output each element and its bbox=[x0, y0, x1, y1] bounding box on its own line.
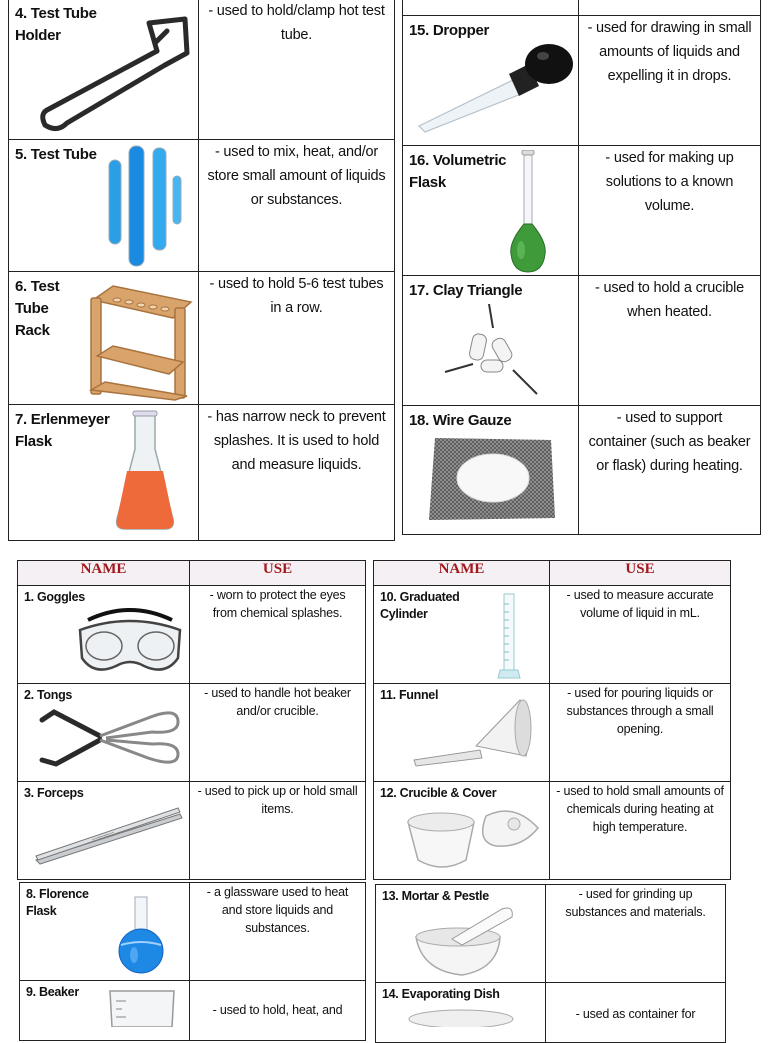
item-name: 8. Florence Flask bbox=[26, 887, 89, 918]
item-use: - worn to protect the eyes from chemical splashes. bbox=[209, 588, 346, 620]
name-cell bbox=[403, 146, 579, 276]
name-cell bbox=[9, 0, 199, 140]
beaker-icon bbox=[106, 987, 178, 1027]
funnel-icon bbox=[410, 696, 534, 776]
bottom-right-table bbox=[373, 560, 731, 880]
item-name: 1. Goggles bbox=[24, 590, 85, 604]
use-cell bbox=[550, 684, 731, 782]
name-header: NAME bbox=[374, 561, 550, 586]
use-cell bbox=[199, 405, 395, 541]
item-name: 12. Crucible & Cover bbox=[380, 786, 497, 800]
name-cell bbox=[20, 883, 190, 981]
name-header: NAME bbox=[18, 561, 190, 586]
item-use: - used for drawing in small amounts of liquids and expelling it in drops. bbox=[587, 20, 752, 84]
name-cell bbox=[18, 782, 190, 880]
item-name: 14. Evaporating Dish bbox=[382, 987, 500, 1001]
top-right-table bbox=[402, 0, 761, 535]
item-use: - used to handle hot beaker and/or crucible. bbox=[204, 686, 351, 718]
item-name: 18. Wire Gauze bbox=[409, 412, 512, 429]
volumetric-flask-icon bbox=[507, 150, 551, 274]
use-cell bbox=[190, 586, 366, 684]
item-use: - used to hold a crucible when heated. bbox=[595, 280, 744, 320]
name-cell bbox=[9, 272, 199, 405]
name-cell bbox=[18, 586, 190, 684]
use-cell bbox=[546, 983, 726, 1043]
wire-gauze-icon bbox=[425, 434, 559, 524]
item-name: 5. Test Tube bbox=[15, 146, 97, 163]
clay-triangle-icon bbox=[441, 298, 541, 398]
item-use: - a glassware used to heat and store liquids and substances. bbox=[206, 885, 349, 935]
item-use: - has narrow neck to prevent splashes. It is used to hold and measure liquids. bbox=[207, 409, 386, 473]
name-cell bbox=[20, 981, 190, 1041]
item-name: 13. Mortar & Pestle bbox=[382, 889, 489, 903]
item-name: 17. Clay Triangle bbox=[409, 282, 523, 299]
bottom-left-table-2 bbox=[19, 882, 366, 1041]
top-left-table bbox=[8, 0, 395, 541]
item-name: 2. Tongs bbox=[24, 688, 73, 702]
item-name: 9. Beaker bbox=[26, 985, 79, 999]
item-use: - used to mix, heat, and/or store small amount of liquids or substances. bbox=[207, 144, 386, 208]
use-cell bbox=[190, 883, 366, 981]
mortar-pestle-icon bbox=[412, 903, 516, 979]
name-cell bbox=[374, 782, 550, 880]
use-cell bbox=[579, 146, 761, 276]
crucible-icon bbox=[404, 802, 544, 876]
item-use: - used to hold/clamp hot test tube. bbox=[208, 3, 385, 43]
dropper-icon bbox=[413, 34, 575, 134]
use-cell bbox=[199, 140, 395, 272]
item-use: - used to hold 5-6 test tubes in a row. bbox=[209, 276, 384, 316]
use-cell bbox=[190, 684, 366, 782]
item-use: - used to pick up or hold small items. bbox=[197, 784, 358, 816]
item-name: 3. Forceps bbox=[24, 786, 84, 800]
forceps-icon bbox=[32, 806, 184, 866]
use-cell bbox=[550, 586, 731, 684]
name-cell bbox=[403, 406, 579, 535]
use-cell bbox=[579, 276, 761, 406]
item-use: - used for grinding up substances and materials. bbox=[565, 887, 706, 919]
use-cell bbox=[199, 0, 395, 140]
name-cell bbox=[403, 276, 579, 406]
item-name: 6. Test Tube Rack bbox=[15, 278, 60, 339]
use-cell bbox=[190, 981, 366, 1041]
florence-flask-icon bbox=[116, 895, 166, 977]
goggles-icon bbox=[74, 600, 186, 680]
test-tube-holder-icon bbox=[37, 13, 197, 135]
use-cell bbox=[550, 782, 731, 880]
item-name: 7. Erlenmeyer Flask bbox=[15, 411, 110, 450]
name-cell bbox=[9, 405, 199, 541]
item-use: - used as container for bbox=[575, 1007, 696, 1021]
item-name: 4. Test Tube Holder bbox=[15, 5, 97, 44]
item-use: - used to hold small amounts of chemicals during heating at high temperature. bbox=[556, 784, 724, 834]
item-use: - used to support container (such as beaker or flask) during heating. bbox=[588, 410, 751, 474]
name-cell bbox=[374, 684, 550, 782]
item-name: 10. Graduated Cylinder bbox=[380, 590, 460, 621]
bottom-left-table bbox=[17, 560, 366, 880]
use-header: USE bbox=[190, 561, 366, 586]
use-cell bbox=[546, 885, 726, 983]
name-cell bbox=[376, 983, 546, 1043]
use-cell bbox=[579, 406, 761, 535]
item-name: 11. Funnel bbox=[380, 688, 439, 702]
use-cell bbox=[579, 16, 761, 146]
item-use: - used for pouring liquids or substances through a small opening. bbox=[566, 686, 714, 736]
use-header: USE bbox=[550, 561, 731, 586]
item-name: 15. Dropper bbox=[409, 22, 490, 39]
use-cell bbox=[190, 782, 366, 880]
name-cell bbox=[403, 16, 579, 146]
item-name: 16. Volumetric Flask bbox=[409, 152, 507, 191]
item-use: - used to measure accurate volume of liquid in mL. bbox=[566, 588, 714, 620]
bottom-right-table-2 bbox=[375, 884, 726, 1043]
name-cell bbox=[374, 586, 550, 684]
name-cell bbox=[9, 140, 199, 272]
use-cell bbox=[199, 272, 395, 405]
erlenmeyer-flask-icon bbox=[113, 409, 177, 535]
test-tubes-icon bbox=[105, 142, 195, 270]
test-tube-rack-icon bbox=[83, 278, 197, 402]
tongs-icon bbox=[36, 702, 186, 772]
name-cell bbox=[376, 885, 546, 983]
item-use: - used for making up solutions to a known volume. bbox=[605, 150, 734, 214]
item-use: - used to hold, heat, and bbox=[212, 1003, 343, 1017]
graduated-cylinder-icon bbox=[496, 592, 522, 680]
name-cell bbox=[18, 684, 190, 782]
